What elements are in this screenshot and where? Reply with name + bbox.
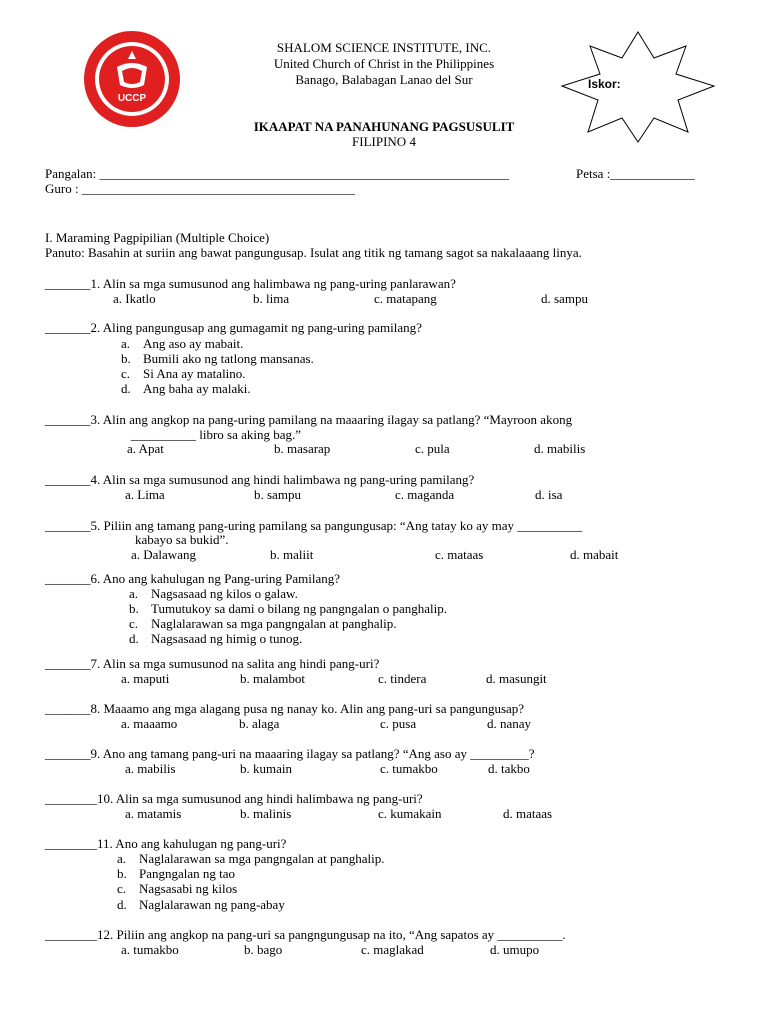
q2-choice-b: Bumili ako ng tatlong mansanas. <box>143 351 314 366</box>
q4-choice-a: a. Lima <box>125 487 165 502</box>
q4-choice-c: c. maganda <box>395 487 455 502</box>
name-field[interactable]: Pangalan: _______________________________________________________________ <box>45 166 510 181</box>
q5-choice-d: d. mabait <box>570 547 619 562</box>
q3-choice-b: b. masarap <box>274 441 331 456</box>
school-seal-logo <box>82 29 182 129</box>
school-address: Banago, Balabagan Lanao del Sur <box>295 72 473 87</box>
question-1: _______1. Alin sa mga sumusunod ang halimbawa ng pang-uring panlarawan? <box>45 276 456 291</box>
q11-choice-c: Nagsasabi ng kilos <box>139 881 238 896</box>
date-field[interactable]: Petsa :_____________ <box>576 166 695 181</box>
question-5: _______5. Piliin ang tamang pang-uring pamilang sa pangungusap: “Ang tatay ko ay may __________ <box>45 518 583 533</box>
q11-letter-a: a. <box>117 851 127 866</box>
question-2: _______2. Aling pangungusap ang gumagamit ng pang-uring pamilang? <box>45 320 422 335</box>
q8-choice-a: a. maaamo <box>121 716 178 731</box>
question-4: _______4. Alin sa mga sumusunod ang hindi halimbawa ng pang-uring pamilang? <box>45 472 475 487</box>
q7-choice-a: a. maputi <box>121 671 170 686</box>
q6-letter-d: d. <box>129 631 139 646</box>
q11-letter-c: c. <box>117 881 127 896</box>
section-instructions: Panuto: Basahin at suriin ang bawat pangungusap. Isulat ang titik ng tamang sagot sa nakalaaang linya. <box>45 245 582 260</box>
q7-choice-d: d. masungit <box>486 671 547 686</box>
question-8: _______8. Maaamo ang mga alagang pusa ng nanay ko. Alin ang pang-uri sa pangungusap? <box>45 701 525 716</box>
q11-letter-b: b. <box>117 866 127 881</box>
q12-choice-c: c. maglakad <box>361 942 424 957</box>
q9-choice-d: d. takbo <box>488 761 530 776</box>
question-9: _______9. Ano ang tamang pang-uri na maaaring ilagay sa patlang? “Ang aso ay _________? <box>45 746 535 761</box>
q2-choice-c: Si Ana ay matalino. <box>143 366 246 381</box>
q10-choice-d: d. mataas <box>503 806 553 821</box>
q9-choice-b: b. kumain <box>240 761 292 776</box>
q5-choice-c: c. mataas <box>435 547 484 562</box>
q1-choice-a: a. Ikatlo <box>113 291 156 306</box>
q2-letter-c: c. <box>121 366 131 381</box>
question-7: _______7. Alin sa mga sumusunod na salita ang hindi pang-uri? <box>45 656 380 671</box>
score-label: Iskor: <box>588 77 621 91</box>
q8-choice-d: d. nanay <box>487 716 532 731</box>
exam-subject: FILIPINO 4 <box>352 134 416 149</box>
q2-letter-d: d. <box>121 381 131 396</box>
q10-choice-c: c. kumakain <box>378 806 442 821</box>
q3-choice-a: a. Apat <box>127 441 164 456</box>
q4-choice-b: b. sampu <box>254 487 301 502</box>
q1-choice-c: c. matapang <box>374 291 437 306</box>
q2-choice-d: Ang baha ay malaki. <box>143 381 251 396</box>
q6-letter-c: c. <box>129 616 139 631</box>
q10-choice-b: b. malinis <box>240 806 292 821</box>
q12-choice-b: b. bago <box>244 942 283 957</box>
exam-title: IKAAPAT NA PANAHUNANG PAGSUSULIT <box>253 119 515 134</box>
question-3-cont: __________ libro sa aking bag.” <box>131 427 302 442</box>
q3-choice-d: d. mabilis <box>534 441 586 456</box>
question-5-cont: kabayo sa bukid”. <box>135 532 229 547</box>
question-11: ________11. Ano ang kahulugan ng pang-uri? <box>45 836 287 851</box>
section-title: I. Maraming Pagpipilian (Multiple Choice) <box>45 230 270 245</box>
q12-choice-d: d. umupo <box>490 942 540 957</box>
q6-choice-c: Naglalarawan sa mga pangngalan at panghalip. <box>151 616 397 631</box>
q6-choice-b: Tumutukoy sa dami o bilang ng pangngalan o panghalip. <box>151 601 447 616</box>
q11-choice-d: Naglalarawan ng pang-abay <box>139 897 285 912</box>
q1-choice-b: b. lima <box>253 291 290 306</box>
q5-choice-a: a. Dalawang <box>131 547 196 562</box>
q2-choice-a: Ang aso ay mabait. <box>143 336 244 351</box>
q11-choice-a: Naglalarawan sa mga pangngalan at panghalip. <box>139 851 385 866</box>
q12-choice-a: a. tumakbo <box>121 942 179 957</box>
question-6: _______6. Ano ang kahulugan ng Pang-uring Pamilang? <box>45 571 340 586</box>
q7-choice-b: b. malambot <box>240 671 305 686</box>
q6-letter-a: a. <box>129 586 139 601</box>
q4-choice-d: d. isa <box>535 487 563 502</box>
school-name: SHALOM SCIENCE INSTITUTE, INC. <box>276 40 492 55</box>
score-star-shape <box>558 28 718 146</box>
q2-letter-b: b. <box>121 351 131 366</box>
question-10: ________10. Alin sa mga sumusunod ang hindi halimbawa ng pang-uri? <box>45 791 423 806</box>
q9-choice-c: c. tumakbo <box>380 761 438 776</box>
church-name: United Church of Christ in the Philippines <box>273 56 495 71</box>
seal-text: UCCP <box>117 93 147 104</box>
teacher-field[interactable]: Guro : __________________________________________ <box>45 181 355 196</box>
q7-choice-c: c. tindera <box>378 671 427 686</box>
q11-letter-d: d. <box>117 897 127 912</box>
q3-choice-c: c. pula <box>415 441 450 456</box>
q8-choice-c: c. pusa <box>380 716 417 731</box>
question-12: ________12. Piliin ang angkop na pang-uri sa pangngungusap na ito, “Ang sapatos ay __________. <box>45 927 566 942</box>
question-3: _______3. Alin ang angkop na pang-uring pamilang na maaaring ilagay sa patlang? “Mayroon akong <box>45 412 573 427</box>
q10-choice-a: a. matamis <box>125 806 182 821</box>
q6-choice-d: Nagsasaad ng himig o tunog. <box>151 631 303 646</box>
q6-letter-b: b. <box>129 601 139 616</box>
q9-choice-a: a. mabilis <box>125 761 176 776</box>
q1-choice-d: d. sampu <box>541 291 588 306</box>
q6-choice-a: Nagsasaad ng kilos o galaw. <box>151 586 298 601</box>
q5-choice-b: b. maliit <box>270 547 314 562</box>
q2-letter-a: a. <box>121 336 131 351</box>
q8-choice-b: b. alaga <box>239 716 280 731</box>
q11-choice-b: Pangngalan ng tao <box>139 866 236 881</box>
